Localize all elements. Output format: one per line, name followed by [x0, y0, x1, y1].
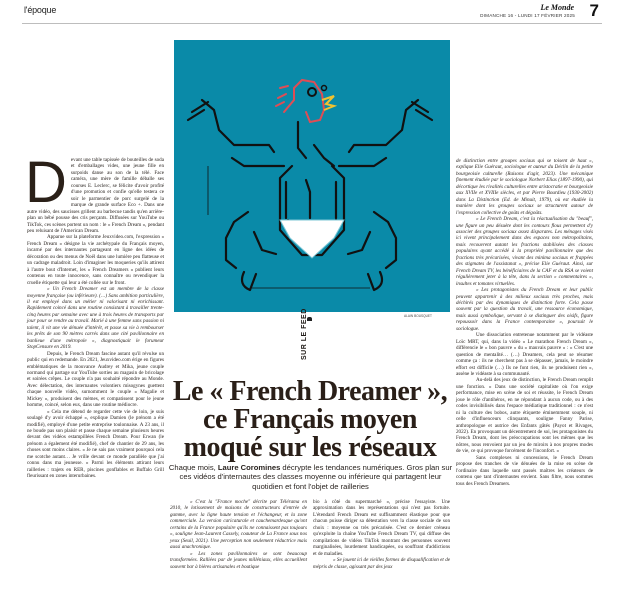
article-illustration	[174, 40, 450, 312]
article-column-3	[313, 499, 450, 570]
paragraph: evant une table tapissée de bouteilles de soda et d'emballages vides, une jeune fille en surpoids danse au son de la télé. Face caméra, une mère de famille déballe ses courses E. Leclerc, se félicite d'avoir profité d'une promotion et confie qu'elle testera ce soir le parmentier de porc surgelé de la marque de grande surface Eco +. Dans une autre vidéo, des saucisses grillent au barbecue tandis qu'en arrière-plan un bébé pousse des cris perçants. Diffusées sur YouTube ou TikTok, ces scènes portent un nom : le « French Dream », pendant peu reluisant de l'American Dream.	[27, 157, 164, 234]
headline-line: ce Français moyen	[203, 404, 417, 435]
headline-line: moqué sur les réseaux	[183, 432, 437, 463]
author-name: Laure Coromines	[217, 463, 281, 472]
paragraph: Au-delà des jeux de distinction, le French Dream remplit une fonction. « Dans une société capitaliste où l'on exige performance, mise en scène de soi et réussite, le French Dream joue le rôle d'antihéros, en ne répondant à aucun code, ou à des codes invisibilisés dans l'espace médiatique traditionnel : ce n'est ni la culture des bobos, autre étiquette éminemment souple, ni celle d'influenceurs clinquants, souligne Fanny Parise, anthropologue et autrice des Enfants gâtés (Payot et Rivages, 2022). En provoquant un décentrement de soi, les protagonistes du French Dream, dont les préoccupations sont les mêmes que les nôtres, nous renvoient par un jeu de miroirs à nos propres modes de vie, ce qui provoque forcément de l'inconfort. »	[456, 377, 593, 455]
paragraph: Apparue sur la plateforme Jeuxvideo.com, l'expression « French Dream » désigne la vie archétypale du Français moyen, incarné par des internautes partageant en ligne des idées de décoration ou des menus de Noël dans une lumière peu flatteuse et un cadrage maladroit. Loin d'imaginer les moqueries qu'ils attirent à l'autre bout d'Internet, les « French Dreamers » publient leurs contenus en toute innocence, sans connaître ou revendiquer la cruelle étiquette qui leur a été collée sur le front.	[27, 234, 164, 286]
article-column-1	[25, 150, 164, 480]
article-column-2	[170, 499, 307, 570]
paragraph: Une dissociation entretenue notamment par le vidéaste Loïc MRT, qui, dans la vidéo « Le marathon French Dream », différencie le « bon pauvre » du « mauvais pauvre » : « C'est une question de mentalité… (…) Dreamers, cela peut se résumer comme ça : ils ne cherchent pas à se dépasser, jamais, le moindre effort est difficile (…) Ils ne font rien, ils ne produisent rien », assène le vidéaste à sa communauté.	[456, 332, 593, 377]
photo-credit: ALAIN BOUSQUET	[404, 314, 432, 318]
masthead-logo: Le Monde	[540, 3, 574, 12]
article-kicker: SUR LE FEED	[301, 308, 308, 360]
article-column-4	[456, 158, 593, 487]
quote-paragraph: « Se jouent ici de vieilles formes de disqualification et de mépris de classe, agissant par des jeux	[313, 557, 450, 570]
paragraph: Sans complexes ni concessions, le French Dream propose des tranches de vie dénuées de la mise en scène de l'ordinaire dans laquelle sont passés maîtres les créateurs de contenu que tant d'internautes envient. Sans filtre, nous sommes tous des French Dreamers.	[456, 454, 593, 487]
dateline: DIMANCHE 16 - LUNDI 17 FÉVRIER 2025	[480, 13, 575, 18]
section-name: l'époque	[24, 5, 57, 15]
page-header	[22, 0, 602, 24]
standfirst-prefix: Chaque mois,	[168, 463, 218, 472]
paragraph: de distinction entre groupes sociaux qui se toisent de haut », explique Elie Guéraut, sociologue et auteur du Déclin de la petite bourgeoisie culturelle (Raisons d'agir, 2023). Une mécanique finement étudiée par le sociologue Norbert Elias (1897-1990), qui décortique les rivalités culturelles entre aristocratie et bourgeoisie aux XVIIe et XVIIIe siècles, et par Pierre Bourdieu (1930-2002) dans La Distinction (Ed. de Minuit, 1979), où est étudiée la manière dont les groupes sociaux se structurent autour de l'expression collective de goûts et dégoûts.	[456, 158, 593, 216]
article-standfirst	[168, 463, 453, 491]
quote-paragraph: « Les zones pavillonnaires se sont beaucoup transformées. Ralliées par de jeunes milléniaux, elles accueillent souvent bar à bières artisanales et boutique	[170, 550, 307, 570]
chicken-man-circuit-icon	[174, 40, 450, 312]
quote-paragraph: « Un French Dreamer est un membre de la classe moyenne française (ou inférieure). (…) Sans ambition particulière, il est employé dans un métier ni valorisant ni enrichissant. Rapidement coincé dans une routine consistant à travailler trente-cinq heures par semaine avec une à trois heures de transports par jour pour se rendre au travail. Marié à une femme sans passion ni talent, il vit une vie dénuée d'intérêt, et passe sa vie à rembourser les prêts de son 90 mètres carrés dans une cité pavillonnaire en banlieue d'une métropole », diagnostiquait le forumeur StopCensure en 2019.	[27, 286, 164, 351]
standfirst-text: décrypte les tendances numériques. Gros plan sur ces vidéos d'internautes des classes moyenne ou inférieure qui partagent leur quotidien et font l'objet de railleries	[179, 463, 453, 491]
article-headline	[165, 378, 455, 462]
page-number: 7	[589, 1, 599, 20]
paragraph: bio à côté du supermarché », précise l'essayiste. Une approximation dans les représentations qui n'est pas fortuite. L'étendard French Dream est suffisamment élastique pour que chacun puisse diriger sa détestation vers la classe sociale de son choix : moyenne ou très précarisée. C'est ce dernier créneau qu'exploite la chaîne YouTube French Dream TV, qui diffuse des compilations de vidéos TikTok montrant des personnes souvent marginalisées, lourdement handicapées, ou souffrant d'addictions et de maladies.	[313, 499, 450, 557]
paragraph: « Cela me détend de regarder cette vie de loin, je suis soulagé d'y avoir échappé », explique Damien (le prénom a été modifié), employé d'une petite entreprise toulonnaise. A 23 ans, il ne boude pas son plaisir et passe chaque semaine plusieurs heures devant des vidéos estampillées French Dream. Pour Erwan (le prénom a également été modifié), chef de chantier de 29 ans, les choses sont moins claires. « Je ne sais pas vraiment pourquoi cela me scotche autant… Je vrille devant ce monde parallèle que j'ai connu dans ma jeunesse. » Parmi les éléments attirant leurs railleries : trajets en RER, piscines gonflables et Buffalo Grill fleurissant en zones interurbaines.	[27, 408, 164, 480]
quote-paragraph: « Le French Dream, c'est la réactualisation du "beauf", une figure un peu désuète dont les contours flous permettent d'y associer des groupes sociaux assez disparates. Les ménages visés ici vivent principalement dans des espaces non métropolitains, mais recouvrent autant les fractions stabilisées des classes populaires ayant accédé à la propriété pavillonnaire que des fractions très précarisées, vivant des minima sociaux et frappées des stigmates de l'assistanat », précise Elie Guéraut. Ainsi, sur French Dream TV, les bénéficiaires de la CAF et du RSA se voient régulièrement jeter à la tête, dans la section « commentaires », insultes et tomates virtuelles.	[456, 216, 593, 287]
quote-paragraph: « Les protagonistes du French Dream et leur public peuvent appartenir à des milieux sociaux très proches, mais déchirés par des dynamiques de distinction forte. Cela passe souvent par la question du travail, une ressource économique, mais aussi symbolique, servant à se distinguer des oisifs, figure repoussoir dans la France contemporaine », poursuit le sociologue.	[456, 287, 593, 332]
drop-cap: D	[25, 150, 67, 215]
paragraph: Depuis, le French Dream fascine autant qu'il révulse un public qui en redemande. En 2021, Jeuxvideo.com érige en figures emblématiques de la mouvance Audrey et Mika, jeune couple normand qui partage sur YouTube sorties au magasin de bricolage et soirées crêpes. Le couple n'a pas souhaité répondre au Monde. Avec délectation, des internautes volontiers misogynes guettent chaque nouvelle vidéo, surnomment le couple « Magalie et Mickey », produisent des mèmes, et compatissent pour le jeune homme, coincé, selon eux, dans une routine médiocre.	[27, 350, 164, 409]
quote-paragraph: « C'est la "France moche" décrite par Télérama en 2010, le lotissement de maisons de constructeurs d'entrée de gamme, avec la ligne haute tension et l'échangeur, et la zone commerciale. La version caricaturale et cauchemardesque qu'ont certains de la France populaire qu'ils ne connaissent pas toujours », souligne Jean-Laurent Cassely, coauteur de La France sous nos yeux (Seuil, 2021). Une perception non seulement réductrice mais aussi anachronique.	[170, 499, 307, 551]
headline-line: Le « French Dreamer »,	[172, 376, 448, 407]
